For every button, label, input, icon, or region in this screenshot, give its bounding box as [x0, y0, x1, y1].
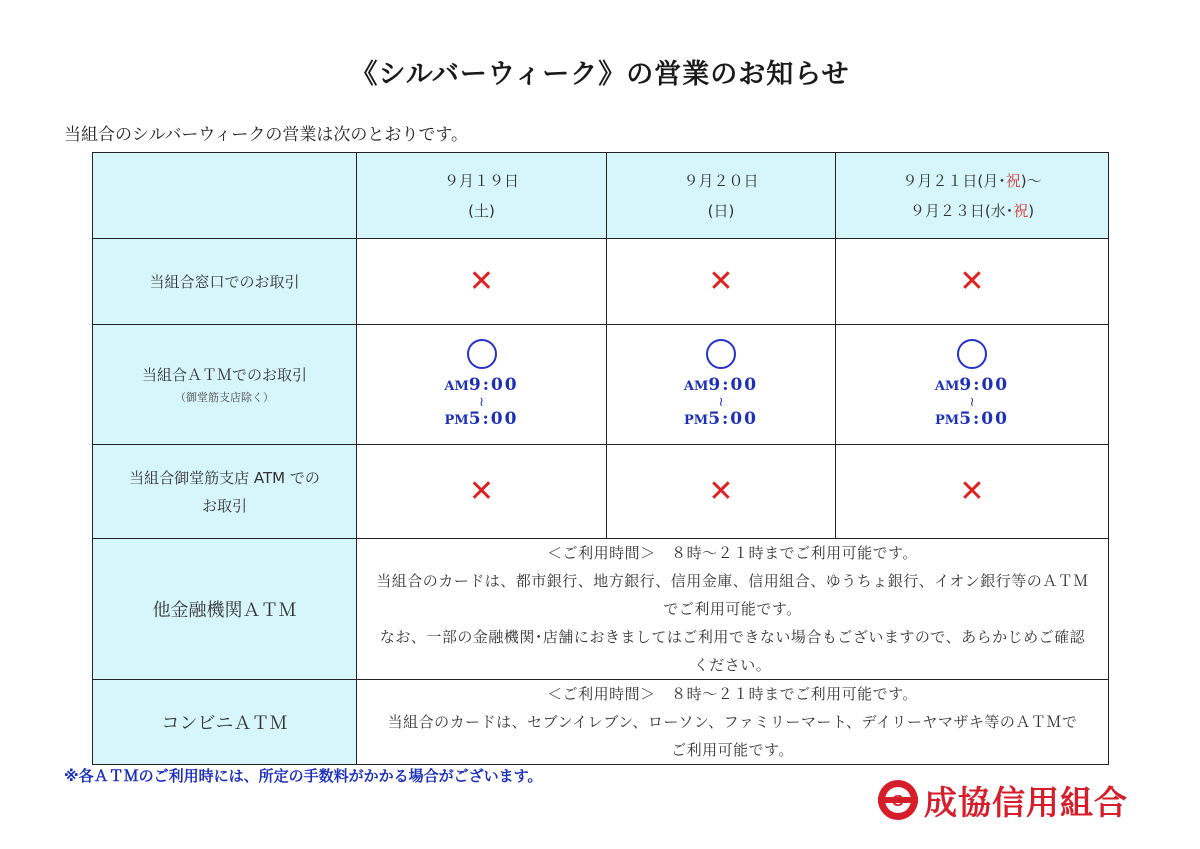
midosuji-label-cell	[93, 445, 357, 539]
convenience-note: ＜ご利用時間＞ ８時～２１時までご利用可能です。 当組合のカードは、セブンイレブン、ローソン、ファミリーマート、デイリーヤマザキ等のＡＴＭで ご利用可能です。	[357, 680, 1109, 765]
logo-name: 成協信用組合	[924, 782, 1128, 822]
circle-icon	[957, 339, 987, 369]
atm-hours-cell	[357, 325, 607, 445]
other-atm-label: 他金融機関ＡＴＭ	[93, 539, 357, 680]
atm-row	[93, 325, 1109, 445]
fee-footnote: ※各ＡＴＭのご利用時には、所定の手数料がかかる場合がございます。	[64, 767, 543, 785]
midosuji-label: 当組合御堂筋支店 ATM での	[129, 468, 320, 487]
other-atm-row	[93, 539, 1109, 680]
intro-text: 当組合のシルバーウィークの営業は次のとおりです。	[64, 125, 469, 145]
atm-hours: AM9:00 ≀ PM5:00	[934, 374, 1010, 429]
schedule-table	[92, 152, 1109, 765]
counter-label: 当組合窓口でのお取引	[93, 239, 357, 325]
closed-mark-cell	[607, 445, 836, 539]
atm-label-cell	[93, 325, 357, 445]
closed-mark-cell	[836, 445, 1109, 539]
cross-icon: ✕	[708, 473, 734, 509]
atm-hours: AM9:00 ≀ PM5:00	[444, 374, 519, 429]
closed-mark-cell	[607, 239, 836, 325]
header-date-0919: ９月１９日 (土)	[357, 153, 607, 239]
cross-icon: ✕	[959, 263, 985, 299]
header-blank-cell	[93, 153, 357, 239]
midosuji-label-2: お取引	[201, 496, 247, 515]
closed-mark-cell	[357, 239, 607, 325]
atm-hours-cell	[836, 325, 1109, 445]
svg-text:S: S	[892, 793, 904, 810]
closed-mark-cell	[836, 239, 1109, 325]
atm-hours-cell	[607, 325, 836, 445]
header-date-0920: ９月２０日 (日)	[607, 153, 836, 239]
midosuji-row	[93, 445, 1109, 539]
convenience-row	[93, 680, 1109, 765]
cross-icon: ✕	[959, 473, 985, 509]
atm-label: 当組合ＡＴＭでのお取引	[141, 366, 307, 384]
company-logo	[876, 776, 1128, 824]
closed-mark-cell	[357, 445, 607, 539]
cross-icon: ✕	[468, 473, 495, 509]
atm-hours: AM9:00 ≀ PM5:00	[683, 374, 759, 429]
logo-mark-icon	[876, 778, 920, 822]
other-atm-note: ＜ご利用時間＞ ８時～２１時までご利用可能です。 当組合のカードは、都市銀行、地方銀行、信用金庫、信用組合、ゆうちょ銀行、イオン銀行等のＡＴＭ でご利用可能です。 なお、一部の金融機関･店舗におきましてはご利用できない場合もございますので、あらかじめご確認 ください。	[357, 539, 1109, 680]
cross-icon: ✕	[708, 263, 734, 299]
header-date-0921-0923: ９月２１日(月･祝)～ ９月２３日(水･祝)	[836, 153, 1109, 239]
atm-sublabel: （御堂筋支店除く）	[175, 391, 274, 404]
page-title: 《シルバーウィーク》の営業のお知らせ	[350, 59, 850, 90]
counter-row	[93, 239, 1109, 325]
cross-icon: ✕	[468, 263, 495, 299]
header-row	[93, 153, 1109, 239]
circle-icon	[706, 339, 736, 369]
convenience-label: コンビニＡＴＭ	[93, 680, 357, 765]
circle-icon	[467, 339, 497, 369]
